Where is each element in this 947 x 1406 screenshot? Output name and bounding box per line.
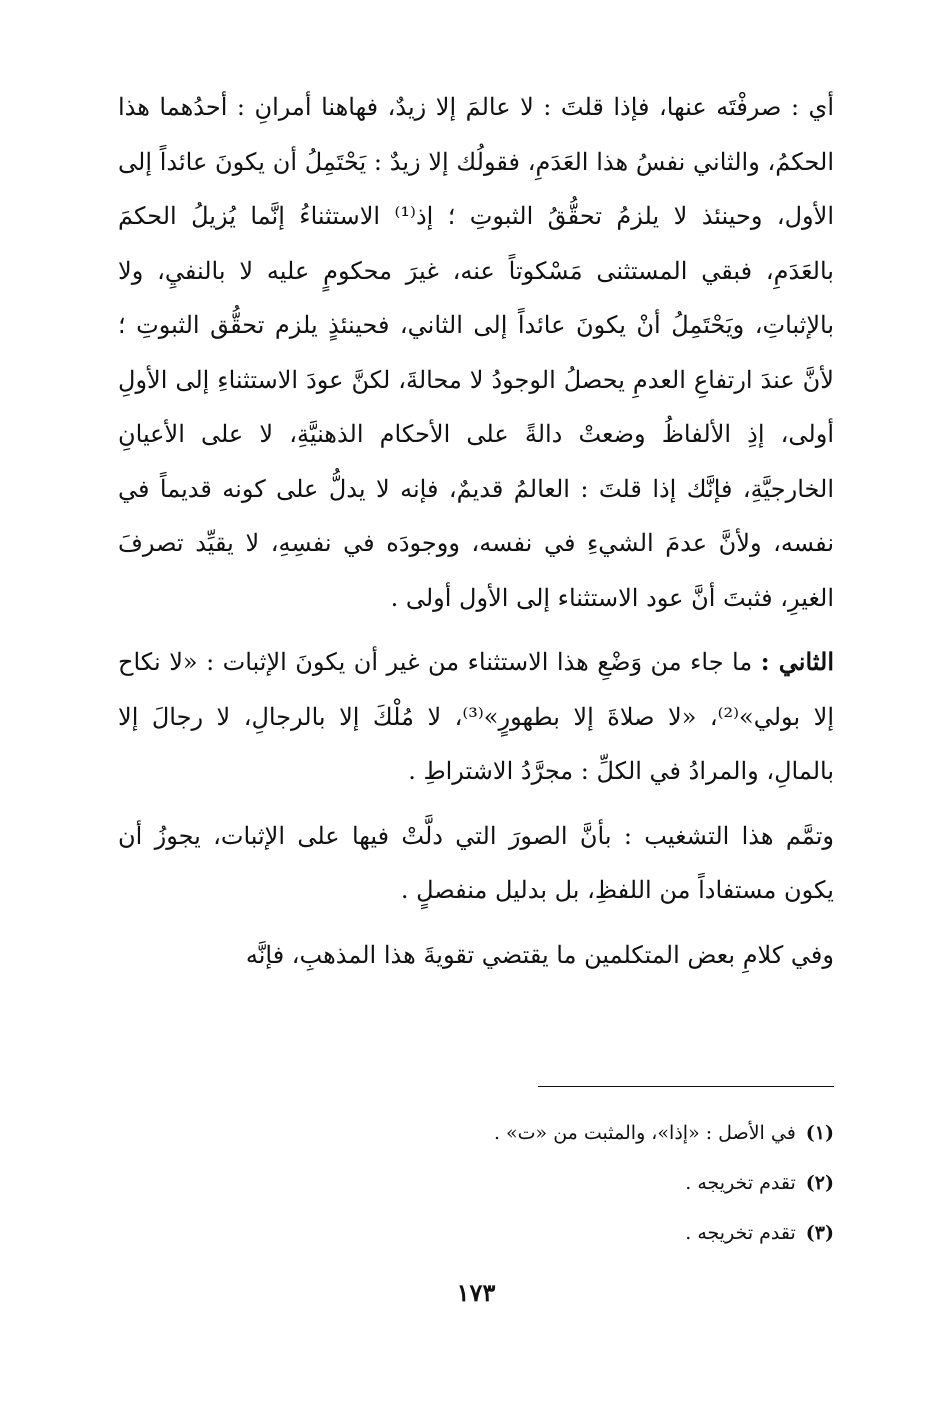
footnote-3	[118, 1208, 834, 1258]
footnote-divider	[538, 1086, 834, 1087]
footnote-3-text: تقدم تخريجه .	[685, 1222, 796, 1244]
footnote-1	[118, 1108, 834, 1158]
paragraph-1-text: أي : صرفْتَه عنها، فإذا قلتَ : لا عالمَ إلا زيدٌ، فهاهنا أمرانِ : أحدُهما هذا الحكمُ، والثاني نفسُ هذا العَدَمِ، فقولُك إلا زيدٌ : يَحْتَمِلُ أن يكونَ عائداً إلى الأول، وحينئذ لا يلزمُ تحقُّقُ الثبوتِ ؛ إذ⁽¹⁾ الاستثناءُ إنَّما يُزيلُ الحكمَ بالعَدَمِ، فبقي المستثنى مَسْكوتاً عنه، غيرَ محكومٍ عليه لا بالنفيِ، ولا بالإثباتِ، ويَحْتَمِلُ أنْ يكونَ عائداً إلى الثاني، فحينئذٍ يلزم تحقُّق الثبوتِ ؛ لأنَّ عندَ ارتفاعِ العدمِ يحصلُ الوجودُ لا محالةَ، لكنَّ عودَ الاستثناءِ إلى الأولِ أولى، إذِ الألفاظُ وضعتْ دالةً على الأحكام الذهنيَّةِ، لا على الأعيانِ الخارجيَّةِ، فإنَّك إذا قلتَ : العالمُ قديمٌ، فإنه لا يدلُّ على كونه قديماً في نفسه، ولأنَّ عدمَ الشيءِ في نفسه، ووجودَه في نفسِهِ، لا يقيِّد تصرفَ الغيرِ، فثبتَ أنَّ عود الاستثناء إلى الأول أولى .	[118, 93, 835, 612]
paragraph-1	[118, 80, 834, 625]
paragraph-2-text: ما جاء من وَضْعِ هذا الاستثناء من غير أن يكونَ الإثبات : «لا نكاح إلا بولي»⁽²⁾، «لا صلاةَ إلا بطهورٍ»⁽³⁾، لا مُلْكَ إلا بالرجالِ، لا رجالَ إلا بالمالِ، والمرادُ في الكلِّ : مجرَّدُ الاشتراطِ .	[118, 648, 834, 785]
paragraph-4	[118, 928, 834, 983]
page-number: ١٧٣	[456, 1278, 496, 1307]
paragraph-4-text: وفي كلامِ بعض المتكلمين ما يقتضي تقويةَ هذا المذهبِ، فإنَّه	[245, 940, 834, 969]
footnote-2-number: (٢)	[805, 1172, 834, 1194]
footnotes	[118, 1108, 834, 1258]
footnote-1-text: في الأصل : «إذا»، والمثبت من «ت» .	[493, 1122, 796, 1144]
main-text	[118, 80, 834, 982]
footnote-2-text: تقدم تخريجه .	[685, 1172, 796, 1194]
book-page	[118, 80, 834, 1380]
paragraph-3-text: وتمَّم هذا التشغيب : بأنَّ الصورَ التي دلَّتْ فيها على الإثبات، يجوزُ أن يكون مستفاداً من اللفظِ، بل بدليل منفصلٍ .	[118, 821, 834, 904]
footnote-3-number: (٣)	[805, 1222, 834, 1244]
paragraph-2-lead: الثاني :	[760, 647, 834, 676]
footnote-1-number: (١)	[805, 1122, 834, 1144]
footnote-2	[118, 1158, 834, 1208]
paragraph-2	[118, 635, 834, 799]
paragraph-3	[118, 809, 834, 918]
